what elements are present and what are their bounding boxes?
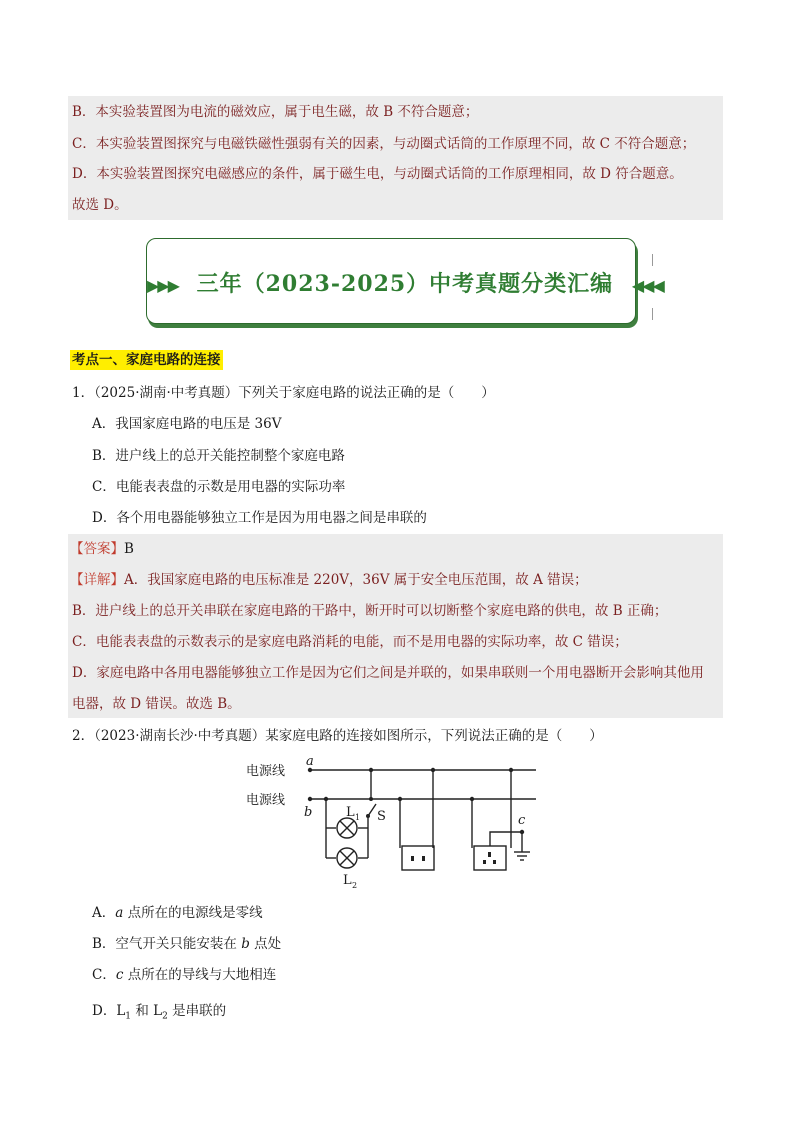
q1-option-a: A．我国家庭电路的电压是 36V <box>92 416 282 432</box>
explanation-line-b: B．本实验装置图为电流的磁效应，属于电生磁，故 B 不符合题意； <box>72 104 479 120</box>
q2-option-a-rest: 点所在的电源线是零线 <box>123 905 263 921</box>
socket-pin <box>411 856 414 861</box>
q1-option-c: C．电能表表盘的示数是用电器的实际功率 <box>92 479 346 495</box>
point-a-label: a <box>306 754 314 769</box>
q2-option-a <box>92 903 263 923</box>
q1-option-d: D．各个用电器能够独立工作是因为用电器之间是串联的 <box>92 510 427 526</box>
detail-line-a: A．我国家庭电路的电压标准是 220V，36V 属于安全电压范围，故 A 错误； <box>124 572 588 588</box>
banner-title-row <box>147 267 663 298</box>
two-pin-socket-icon <box>402 846 434 870</box>
q2-option-c-rest: 点所在的导线与大地相连 <box>123 967 277 983</box>
q2-option-d-prefix: D．L <box>92 1003 126 1019</box>
answer-label: 【答案】 <box>70 541 124 557</box>
answer-row <box>70 539 134 559</box>
q2-option-b <box>92 934 281 954</box>
lamp2-label: L <box>343 873 352 888</box>
q2-option-c <box>92 965 276 985</box>
point-c-dot <box>520 830 524 834</box>
point-c-label: c <box>518 813 526 828</box>
junction-dot <box>398 797 402 801</box>
explanation-conclusion: 故选 D。 <box>72 197 128 213</box>
q2-stem: 2．（2023·湖南长沙·中考真题）某家庭电路的连接如图所示，下列说法正确的是（ ） <box>72 728 603 744</box>
banner-title: 三年（2023-2025）中考真题分类汇编 <box>196 271 614 297</box>
q2-option-d-sub1: 1 <box>125 1011 132 1022</box>
junction-dot <box>324 797 328 801</box>
detail-line-b: B．进户线上的总开关串联在家庭电路的干路中，断开时可以切断整个家庭电路的供电，故 B 正确； <box>72 603 668 619</box>
q2-option-c-prefix: C． <box>92 967 116 983</box>
q2-option-d-sub2: 2 <box>162 1011 168 1022</box>
arrows-right-icon: ◀◀◀ <box>631 276 663 295</box>
q2-option-a-var: a <box>115 905 124 921</box>
switch-dot <box>369 797 373 801</box>
lamp2-sub: 2 <box>352 881 358 890</box>
q2-option-d-mid: 和 L <box>131 1003 163 1019</box>
answer-shade <box>68 534 723 718</box>
explanation-line-d: D．本实验装置图探究电磁感应的条件，属于磁生电，与动圈式话筒的工作原理相同，故 D 符合题意。 <box>72 166 683 182</box>
detail-line-c: C．电能表表盘的示数表示的是家庭电路消耗的电能，而不是用电器的实际功率，故 C 错误； <box>72 634 628 650</box>
q1-stem: 1．（2025·湖南·中考真题）下列关于家庭电路的说法正确的是（ ） <box>72 385 495 401</box>
q2-option-b-var: b <box>241 936 250 952</box>
lamp1-sub: 1 <box>355 813 361 822</box>
q2-option-b-prefix: B．空气开关只能安装在 <box>92 936 242 952</box>
detail-label: 【详解】 <box>70 572 124 588</box>
switch-blade <box>368 804 376 816</box>
junction-dot <box>431 768 435 772</box>
point-b-label: b <box>304 805 313 820</box>
socket-pin <box>483 860 486 864</box>
socket-pin <box>493 860 496 864</box>
banner-box <box>146 238 663 324</box>
q2-option-d <box>92 1001 226 1027</box>
junction-dot <box>369 768 373 772</box>
section-heading: 考点一、家庭电路的连接 <box>72 352 221 368</box>
point-b-dot <box>308 797 312 801</box>
explanation-line-c: C．本实验装置图探究与电磁铁磁性强弱有关的因素，与动圈式话筒的工作原理不同，故 C 不符合题意； <box>72 136 696 152</box>
switch-label: S <box>377 809 386 824</box>
margin-mark <box>652 254 653 266</box>
socket-pin <box>488 852 491 857</box>
three-pin-socket-icon <box>474 846 506 870</box>
q2-option-a-prefix: A． <box>92 905 116 921</box>
q2-option-c-var: c <box>115 967 124 983</box>
junction-dot <box>470 797 474 801</box>
wire1-label: 电源线 <box>246 764 286 779</box>
socket-pin <box>422 856 425 861</box>
switch-dot <box>366 814 370 818</box>
detail-line-d: D．家庭电路中各用电器能够独立工作是因为它们之间是并联的，如果串联则一个用电器断开会影响其他用 <box>72 665 704 681</box>
lamp1-label: L <box>346 805 355 820</box>
q2-option-b-rest: 点处 <box>249 936 282 952</box>
q2-option-d-rest: 是串联的 <box>167 1003 227 1019</box>
wire2-label: 电源线 <box>246 793 286 808</box>
detail-row-a <box>70 570 588 590</box>
circuit-diagram <box>240 752 550 892</box>
junction-dot <box>509 768 513 772</box>
q1-option-b: B．进户线上的总开关能控制整个家庭电路 <box>92 448 345 464</box>
arrows-left-icon: ▶▶▶ <box>147 276 178 295</box>
answer-value: B <box>124 541 134 557</box>
detail-line-e: 电器，故 D 错误。故选 B。 <box>72 696 241 712</box>
margin-mark <box>652 308 653 320</box>
